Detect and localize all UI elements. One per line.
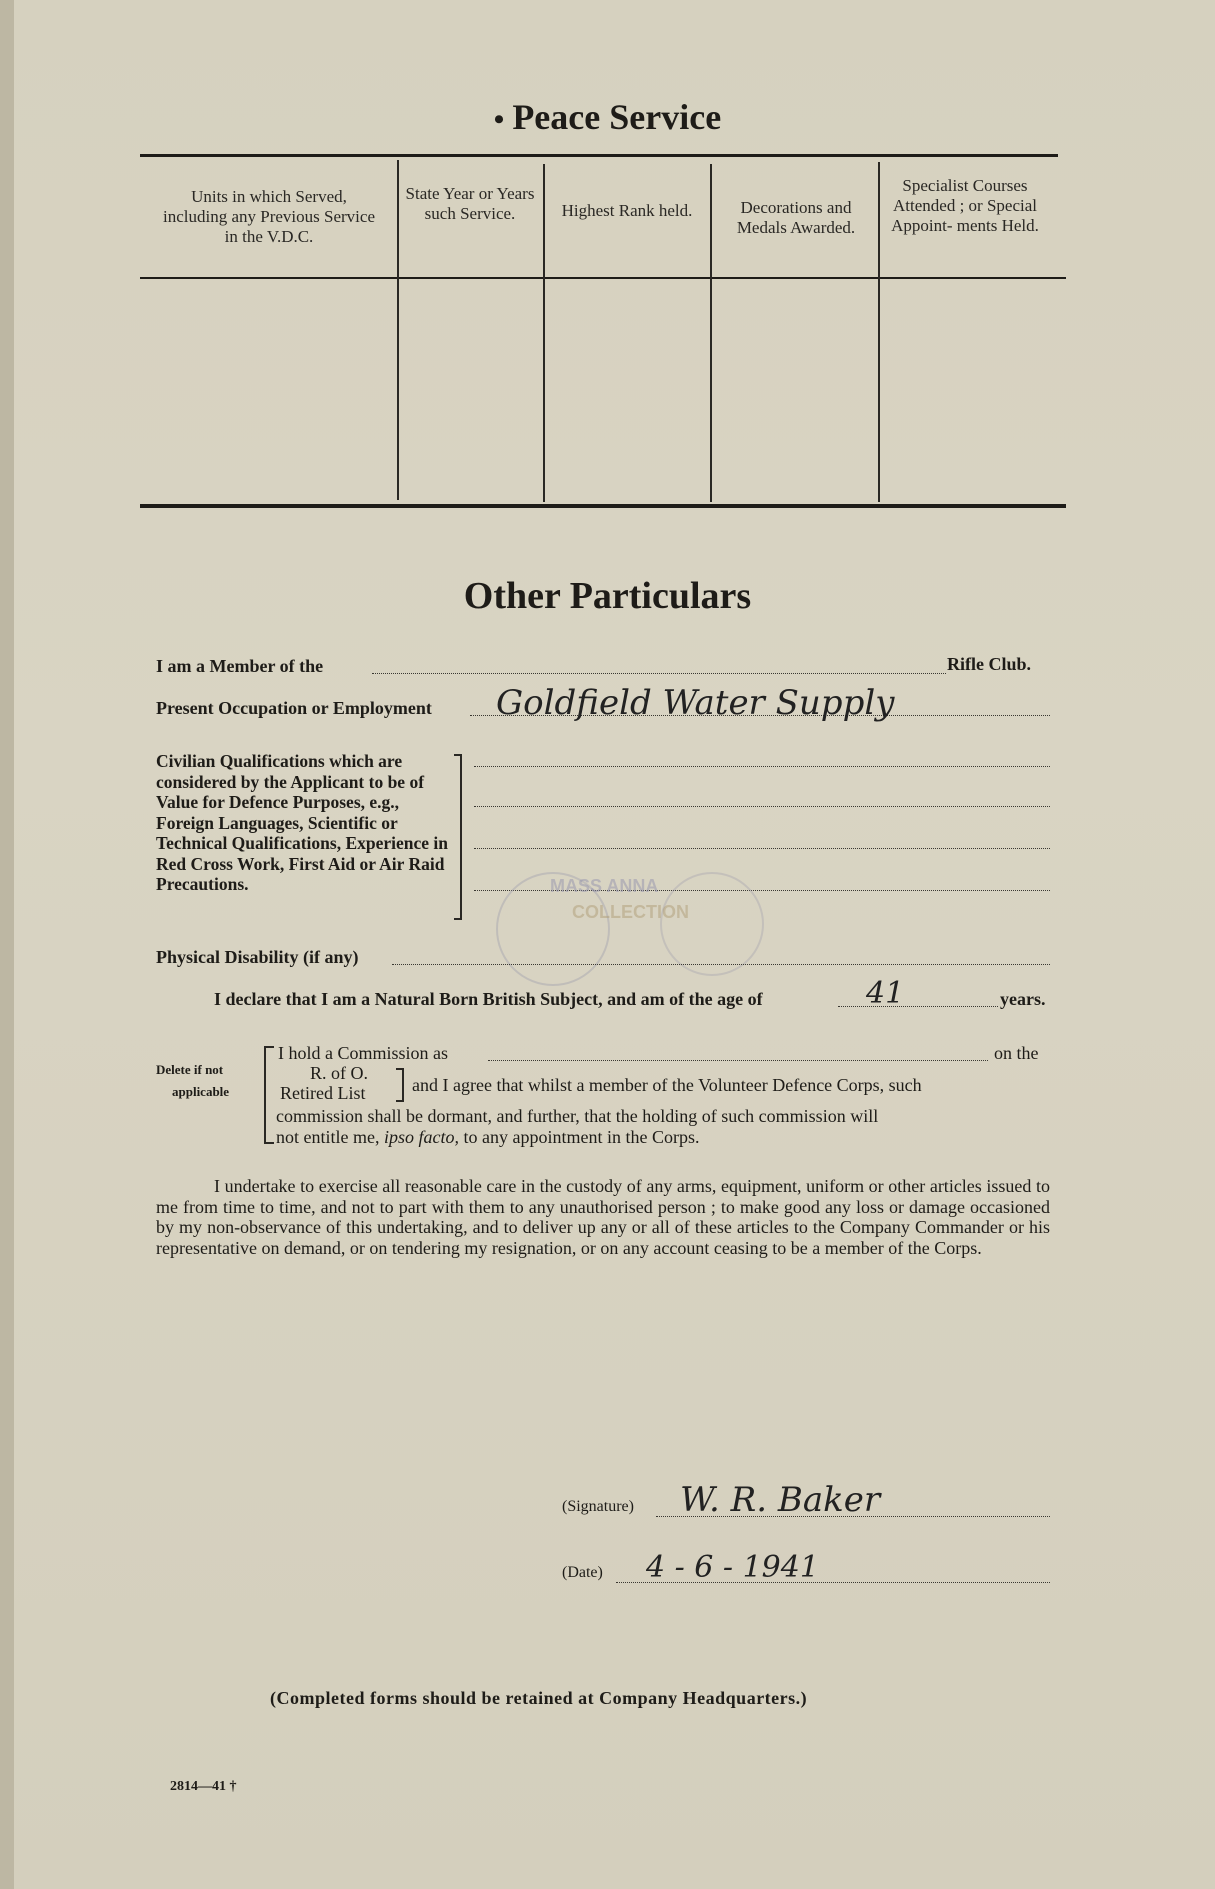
table-header-rule — [140, 277, 1066, 279]
age-value: 41 — [866, 976, 905, 1011]
form-code: 2814—41 † — [170, 1779, 237, 1794]
commission-text: commission shall be dormant, and further, that the holding of such commission will — [276, 1106, 879, 1126]
age-line — [838, 1006, 998, 1007]
qualifications-line — [474, 848, 1050, 849]
commission-label: I hold a Commission as — [278, 1043, 448, 1063]
commission-text: not entitle me, ipso facto, to any appointment in the Corps. — [276, 1127, 700, 1147]
table-divider — [543, 164, 545, 502]
column-header-years: State Year or Years such Service. — [405, 184, 535, 223]
column-header-decorations: Decorations and Medals Awarded. — [736, 198, 856, 237]
member-line — [372, 673, 946, 674]
watermark-text: MASS ANNA — [550, 876, 659, 896]
disability-line — [392, 964, 1050, 965]
page-edge — [0, 0, 14, 1889]
disability-label: Physical Disability (if any) — [156, 947, 359, 967]
table-top-rule — [140, 154, 1058, 157]
watermark-text: COLLECTION — [572, 902, 689, 922]
bracket — [264, 1046, 274, 1144]
bracket — [396, 1068, 404, 1102]
signature-value: W. R. Baker — [680, 1480, 881, 1520]
occupation-label: Present Occupation or Employment — [156, 698, 432, 718]
retired-list: Retired List — [280, 1083, 366, 1103]
civilian-qualifications-label: Civilian Qualifications which are considered by the Applicant to be of Value for Defence Purposes, e.g., Foreign Languages, Scientific or Technical Qualifications, Experience in Red Cross Work, First Aid or Air Raid Precautions. — [156, 751, 448, 894]
footer-note: (Completed forms should be retained at Company Headquarters.) — [270, 1688, 808, 1708]
column-header-rank: Highest Rank held. — [561, 201, 693, 220]
signature-label: (Signature) — [562, 1498, 634, 1515]
other-particulars-title: Other Particulars — [463, 575, 752, 617]
peace-service-title: • Peace Service — [493, 97, 722, 137]
table-bottom-rule — [140, 504, 1066, 508]
member-label: I am a Member of the — [156, 656, 324, 676]
table-divider — [710, 164, 712, 502]
occupation-value: Goldfield Water Supply — [496, 683, 895, 723]
delete-note: applicable — [172, 1084, 230, 1099]
watermark-stamp — [660, 872, 764, 976]
commission-text: and I agree that whilst a member of the Volunteer Defence Corps, such — [412, 1075, 922, 1095]
date-value: 4 - 6 - 1941 — [646, 1550, 819, 1585]
commission-line — [488, 1060, 988, 1061]
table-divider — [397, 160, 399, 500]
bracket — [454, 754, 462, 920]
table-divider — [878, 162, 880, 502]
r-of-o: R. of O. — [310, 1063, 368, 1083]
qualifications-line — [474, 806, 1050, 807]
rifle-club-label: Rifle Club. — [947, 654, 1032, 674]
delete-note: Delete if not — [156, 1062, 224, 1077]
qualifications-line — [474, 766, 1050, 767]
years-label: years. — [1000, 989, 1046, 1009]
undertaking-paragraph: I undertake to exercise all reasonable care in the custody of any arms, equipment, uniform or other articles issued to me from time to time, and not to part with them to any unauthorised person ; to make good any loss or damage occasioned by my non-observance of this undertaking, and to deliver up any or all of these articles to the Company Commander or his representative on demand, or on tendering my resignation, or on any account ceasing to be a member of the Corps. — [156, 1176, 1050, 1258]
column-header-units: Units in which Served, including any Previous Service in the V.D.C. — [163, 187, 375, 246]
commission-on-the: on the — [994, 1043, 1039, 1063]
column-header-specialist: Specialist Courses Attended ; or Special Appoint- ments Held. — [891, 176, 1039, 235]
declaration-label: I declare that I am a Natural Born British Subject, and am of the age of — [214, 989, 763, 1009]
date-label: (Date) — [562, 1564, 603, 1581]
